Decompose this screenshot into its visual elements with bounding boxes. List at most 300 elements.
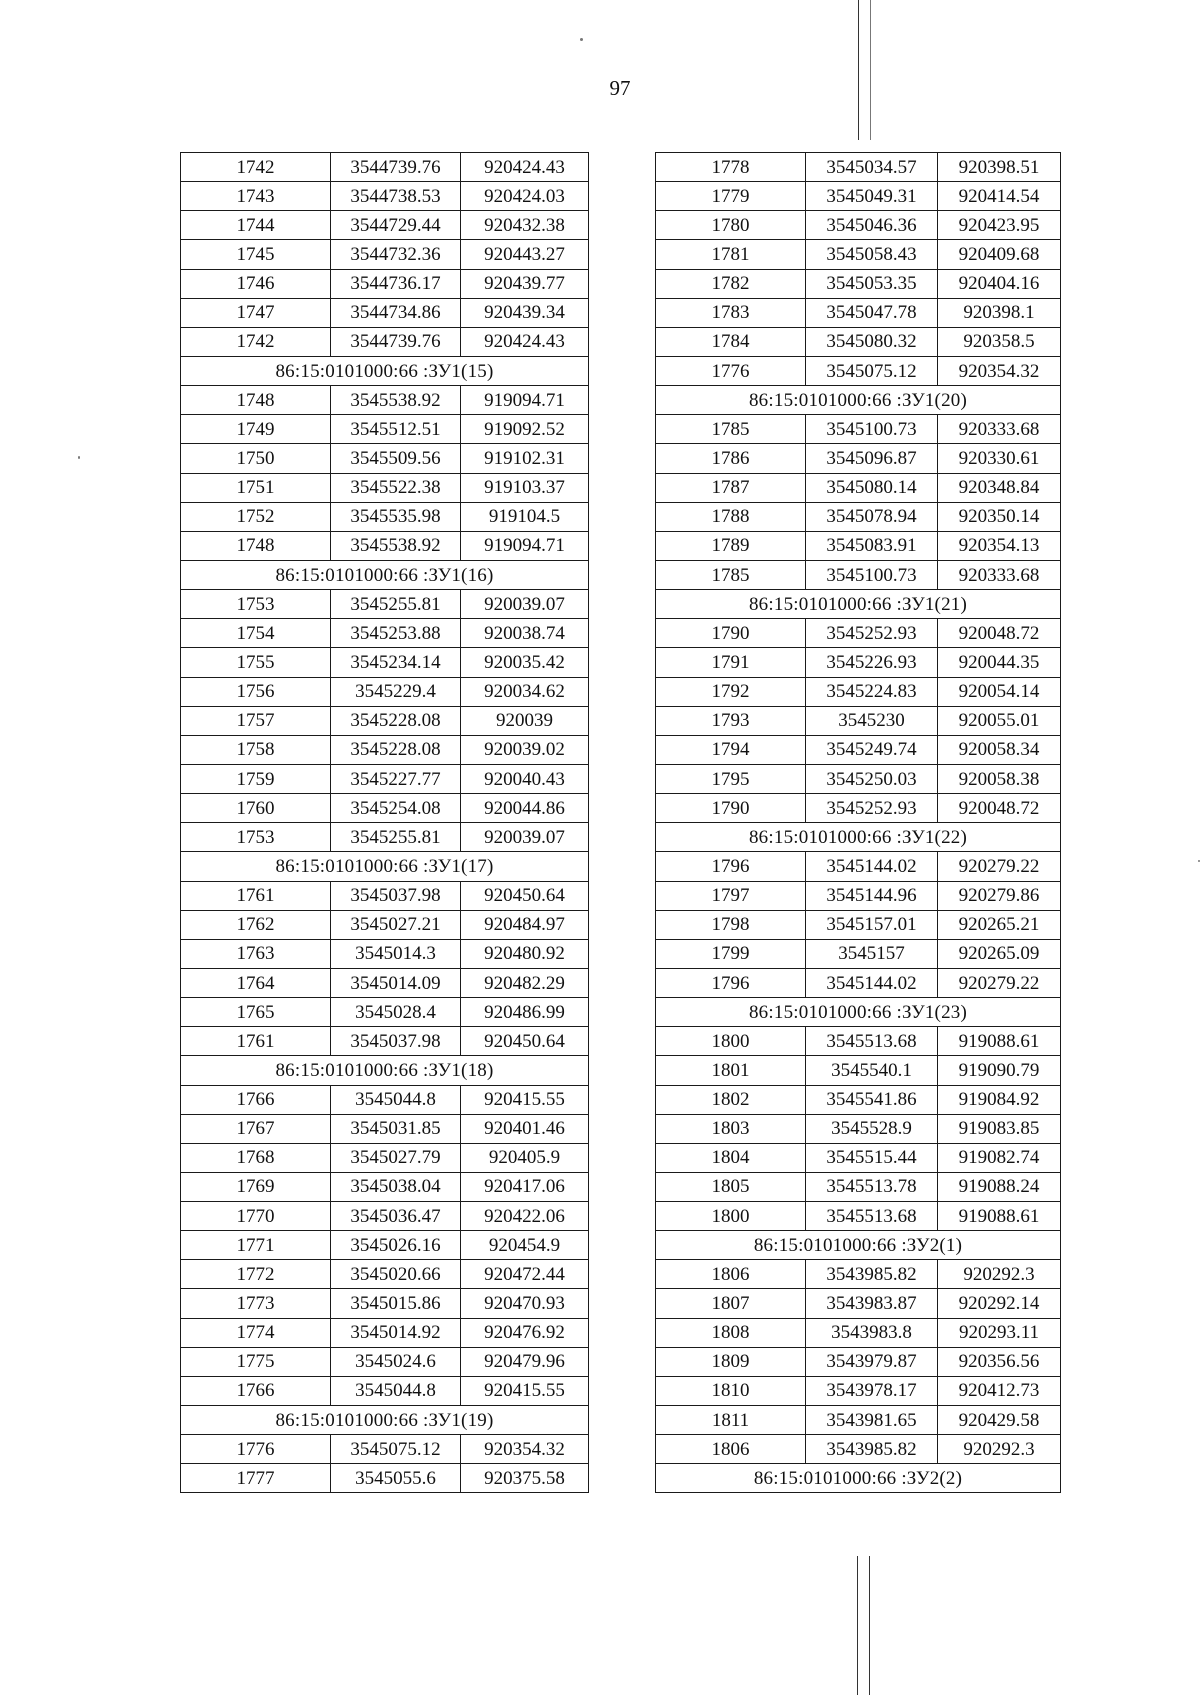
y-coordinate-cell: 920424.03 xyxy=(461,182,589,211)
y-coordinate-cell: 920350.14 xyxy=(938,502,1061,531)
point-number-cell: 1796 xyxy=(656,852,806,881)
table-row xyxy=(181,619,589,648)
x-coordinate-cell: 3545224.83 xyxy=(806,677,938,706)
parcel-header-row xyxy=(181,1056,589,1085)
y-coordinate-cell: 920450.64 xyxy=(461,1027,589,1056)
y-coordinate-cell: 920424.43 xyxy=(461,327,589,356)
x-coordinate-cell: 3545253.88 xyxy=(331,619,461,648)
x-coordinate-cell: 3545058.43 xyxy=(806,240,938,269)
point-number-cell: 1756 xyxy=(181,677,331,706)
table-row xyxy=(181,968,589,997)
x-coordinate-cell: 3545515.44 xyxy=(806,1143,938,1172)
point-number-cell: 1765 xyxy=(181,998,331,1027)
x-coordinate-cell: 3545144.02 xyxy=(806,968,938,997)
parcel-id-cell: 86:15:0101000:66 :ЗУ1(17) xyxy=(181,852,589,881)
y-coordinate-cell: 920044.86 xyxy=(461,794,589,823)
y-coordinate-cell: 920058.34 xyxy=(938,735,1061,764)
table-row xyxy=(656,1435,1061,1464)
point-number-cell: 1771 xyxy=(181,1231,331,1260)
parcel-id-cell: 86:15:0101000:66 :ЗУ1(20) xyxy=(656,386,1061,415)
point-number-cell: 1758 xyxy=(181,735,331,764)
table-row xyxy=(656,1027,1061,1056)
table-row xyxy=(656,648,1061,677)
y-coordinate-cell: 920415.55 xyxy=(461,1376,589,1405)
point-number-cell: 1794 xyxy=(656,735,806,764)
table-row xyxy=(181,823,589,852)
point-number-cell: 1772 xyxy=(181,1260,331,1289)
table-row xyxy=(181,1464,589,1493)
x-coordinate-cell: 3545512.51 xyxy=(331,415,461,444)
x-coordinate-cell: 3545249.74 xyxy=(806,735,938,764)
y-coordinate-cell: 920348.84 xyxy=(938,473,1061,502)
table-row xyxy=(656,881,1061,910)
table-row xyxy=(656,269,1061,298)
point-number-cell: 1803 xyxy=(656,1114,806,1143)
parcel-header-row xyxy=(656,590,1061,619)
table-row xyxy=(656,1114,1061,1143)
x-coordinate-cell: 3545226.93 xyxy=(806,648,938,677)
point-number-cell: 1759 xyxy=(181,764,331,793)
y-coordinate-cell: 920405.9 xyxy=(461,1143,589,1172)
x-coordinate-cell: 3545157 xyxy=(806,939,938,968)
parcel-header-row xyxy=(181,852,589,881)
x-coordinate-cell: 3545100.73 xyxy=(806,560,938,589)
y-coordinate-cell: 920330.61 xyxy=(938,444,1061,473)
table-row xyxy=(656,356,1061,385)
y-coordinate-cell: 920333.68 xyxy=(938,560,1061,589)
point-number-cell: 1811 xyxy=(656,1406,806,1435)
y-coordinate-cell: 920058.38 xyxy=(938,764,1061,793)
parcel-header-row xyxy=(181,356,589,385)
point-number-cell: 1790 xyxy=(656,619,806,648)
point-number-cell: 1796 xyxy=(656,968,806,997)
parcel-header-row xyxy=(656,823,1061,852)
table-row xyxy=(181,1347,589,1376)
table-row xyxy=(181,269,589,298)
parcel-header-row xyxy=(181,1406,589,1435)
x-coordinate-cell: 3544729.44 xyxy=(331,211,461,240)
table-row xyxy=(656,444,1061,473)
x-coordinate-cell: 3545255.81 xyxy=(331,823,461,852)
parcel-id-cell: 86:15:0101000:66 :ЗУ1(18) xyxy=(181,1056,589,1085)
x-coordinate-cell: 3545144.02 xyxy=(806,852,938,881)
table-row xyxy=(656,852,1061,881)
x-coordinate-cell: 3545014.92 xyxy=(331,1318,461,1347)
table-row xyxy=(656,1376,1061,1405)
x-coordinate-cell: 3545250.03 xyxy=(806,764,938,793)
point-number-cell: 1793 xyxy=(656,706,806,735)
table-row xyxy=(181,910,589,939)
y-coordinate-cell: 920412.73 xyxy=(938,1376,1061,1405)
y-coordinate-cell: 920054.14 xyxy=(938,677,1061,706)
point-number-cell: 1799 xyxy=(656,939,806,968)
table-row xyxy=(656,1289,1061,1318)
y-coordinate-cell: 920292.3 xyxy=(938,1260,1061,1289)
table-row xyxy=(656,1172,1061,1201)
point-number-cell: 1753 xyxy=(181,823,331,852)
table-row xyxy=(181,1172,589,1201)
point-number-cell: 1791 xyxy=(656,648,806,677)
x-coordinate-cell: 3543981.65 xyxy=(806,1406,938,1435)
x-coordinate-cell: 3545080.14 xyxy=(806,473,938,502)
parcel-id-cell: 86:15:0101000:66 :ЗУ2(2) xyxy=(656,1464,1061,1493)
x-coordinate-cell: 3543983.87 xyxy=(806,1289,938,1318)
point-number-cell: 1760 xyxy=(181,794,331,823)
point-number-cell: 1809 xyxy=(656,1347,806,1376)
y-coordinate-cell: 920415.55 xyxy=(461,1085,589,1114)
point-number-cell: 1797 xyxy=(656,881,806,910)
point-number-cell: 1780 xyxy=(656,211,806,240)
parcel-id-cell: 86:15:0101000:66 :ЗУ1(16) xyxy=(181,560,589,589)
y-coordinate-cell: 919088.24 xyxy=(938,1172,1061,1201)
table-row xyxy=(181,153,589,182)
x-coordinate-cell: 3544732.36 xyxy=(331,240,461,269)
y-coordinate-cell: 920450.64 xyxy=(461,881,589,910)
point-number-cell: 1800 xyxy=(656,1027,806,1056)
point-number-cell: 1785 xyxy=(656,415,806,444)
y-coordinate-cell: 920039 xyxy=(461,706,589,735)
point-number-cell: 1802 xyxy=(656,1085,806,1114)
x-coordinate-cell: 3545254.08 xyxy=(331,794,461,823)
point-number-cell: 1761 xyxy=(181,1027,331,1056)
table-row xyxy=(181,1085,589,1114)
point-number-cell: 1753 xyxy=(181,590,331,619)
x-coordinate-cell: 3543985.82 xyxy=(806,1435,938,1464)
point-number-cell: 1769 xyxy=(181,1172,331,1201)
point-number-cell: 1776 xyxy=(656,356,806,385)
y-coordinate-cell: 920404.16 xyxy=(938,269,1061,298)
y-coordinate-cell: 920039.02 xyxy=(461,735,589,764)
table-row xyxy=(656,910,1061,939)
x-coordinate-cell: 3545053.35 xyxy=(806,269,938,298)
x-coordinate-cell: 3545535.98 xyxy=(331,502,461,531)
x-coordinate-cell: 3545036.47 xyxy=(331,1202,461,1231)
y-coordinate-cell: 920398.51 xyxy=(938,153,1061,182)
point-number-cell: 1751 xyxy=(181,473,331,502)
table-row xyxy=(181,764,589,793)
x-coordinate-cell: 3545026.16 xyxy=(331,1231,461,1260)
point-number-cell: 1742 xyxy=(181,327,331,356)
point-number-cell: 1762 xyxy=(181,910,331,939)
x-coordinate-cell: 3545028.4 xyxy=(331,998,461,1027)
point-number-cell: 1808 xyxy=(656,1318,806,1347)
y-coordinate-cell: 920055.01 xyxy=(938,706,1061,735)
y-coordinate-cell: 920375.58 xyxy=(461,1464,589,1493)
x-coordinate-cell: 3543979.87 xyxy=(806,1347,938,1376)
y-coordinate-cell: 920422.06 xyxy=(461,1202,589,1231)
table-row xyxy=(656,968,1061,997)
point-number-cell: 1792 xyxy=(656,677,806,706)
table-row xyxy=(181,998,589,1027)
y-coordinate-cell: 920038.74 xyxy=(461,619,589,648)
table-row xyxy=(181,1435,589,1464)
x-coordinate-cell: 3543978.17 xyxy=(806,1376,938,1405)
x-coordinate-cell: 3545080.32 xyxy=(806,327,938,356)
point-number-cell: 1781 xyxy=(656,240,806,269)
scan-speck xyxy=(78,456,80,459)
binding-line xyxy=(870,0,871,140)
table-row xyxy=(656,502,1061,531)
y-coordinate-cell: 920044.35 xyxy=(938,648,1061,677)
x-coordinate-cell: 3545540.1 xyxy=(806,1056,938,1085)
parcel-id-cell: 86:15:0101000:66 :ЗУ1(22) xyxy=(656,823,1061,852)
x-coordinate-cell: 3545538.92 xyxy=(331,531,461,560)
y-coordinate-cell: 920292.3 xyxy=(938,1435,1061,1464)
parcel-id-cell: 86:15:0101000:66 :ЗУ1(19) xyxy=(181,1406,589,1435)
y-coordinate-cell: 920358.5 xyxy=(938,327,1061,356)
x-coordinate-cell: 3545230 xyxy=(806,706,938,735)
table-row xyxy=(181,794,589,823)
y-coordinate-cell: 920398.1 xyxy=(938,298,1061,327)
x-coordinate-cell: 3543985.82 xyxy=(806,1260,938,1289)
x-coordinate-cell: 3545024.6 xyxy=(331,1347,461,1376)
point-number-cell: 1788 xyxy=(656,502,806,531)
point-number-cell: 1757 xyxy=(181,706,331,735)
point-number-cell: 1784 xyxy=(656,327,806,356)
point-number-cell: 1747 xyxy=(181,298,331,327)
y-coordinate-cell: 920401.46 xyxy=(461,1114,589,1143)
x-coordinate-cell: 3545228.08 xyxy=(331,706,461,735)
table-row xyxy=(181,677,589,706)
y-coordinate-cell: 920354.32 xyxy=(461,1435,589,1464)
point-number-cell: 1806 xyxy=(656,1435,806,1464)
y-coordinate-cell: 920265.09 xyxy=(938,939,1061,968)
point-number-cell: 1804 xyxy=(656,1143,806,1172)
y-coordinate-cell: 920279.86 xyxy=(938,881,1061,910)
table-row xyxy=(181,327,589,356)
y-coordinate-cell: 920423.95 xyxy=(938,211,1061,240)
left-coordinate-table xyxy=(180,152,589,1493)
table-row xyxy=(656,735,1061,764)
x-coordinate-cell: 3544738.53 xyxy=(331,182,461,211)
x-coordinate-cell: 3545513.78 xyxy=(806,1172,938,1201)
table-row xyxy=(181,386,589,415)
table-row xyxy=(181,298,589,327)
x-coordinate-cell: 3545509.56 xyxy=(331,444,461,473)
y-coordinate-cell: 920040.43 xyxy=(461,764,589,793)
x-coordinate-cell: 3545528.9 xyxy=(806,1114,938,1143)
table-row xyxy=(656,764,1061,793)
table-row xyxy=(656,1056,1061,1085)
point-number-cell: 1800 xyxy=(656,1202,806,1231)
table-row xyxy=(181,881,589,910)
point-number-cell: 1748 xyxy=(181,531,331,560)
table-row xyxy=(656,153,1061,182)
table-row xyxy=(656,531,1061,560)
x-coordinate-cell: 3544736.17 xyxy=(331,269,461,298)
point-number-cell: 1750 xyxy=(181,444,331,473)
y-coordinate-cell: 919103.37 xyxy=(461,473,589,502)
x-coordinate-cell: 3545157.01 xyxy=(806,910,938,939)
point-number-cell: 1785 xyxy=(656,560,806,589)
table-row xyxy=(656,473,1061,502)
table-row xyxy=(181,1143,589,1172)
parcel-header-row xyxy=(656,998,1061,1027)
point-number-cell: 1745 xyxy=(181,240,331,269)
y-coordinate-cell: 920479.96 xyxy=(461,1347,589,1376)
x-coordinate-cell: 3545031.85 xyxy=(331,1114,461,1143)
y-coordinate-cell: 919090.79 xyxy=(938,1056,1061,1085)
point-number-cell: 1774 xyxy=(181,1318,331,1347)
point-number-cell: 1766 xyxy=(181,1376,331,1405)
y-coordinate-cell: 920409.68 xyxy=(938,240,1061,269)
y-coordinate-cell: 920039.07 xyxy=(461,590,589,619)
point-number-cell: 1748 xyxy=(181,386,331,415)
x-coordinate-cell: 3545096.87 xyxy=(806,444,938,473)
parcel-id-cell: 86:15:0101000:66 :ЗУ1(21) xyxy=(656,590,1061,619)
x-coordinate-cell: 3545044.8 xyxy=(331,1376,461,1405)
x-coordinate-cell: 3545522.38 xyxy=(331,473,461,502)
x-coordinate-cell: 3545252.93 xyxy=(806,794,938,823)
y-coordinate-cell: 920472.44 xyxy=(461,1260,589,1289)
parcel-id-cell: 86:15:0101000:66 :ЗУ2(1) xyxy=(656,1231,1061,1260)
x-coordinate-cell: 3545027.21 xyxy=(331,910,461,939)
x-coordinate-cell: 3545038.04 xyxy=(331,1172,461,1201)
point-number-cell: 1810 xyxy=(656,1376,806,1405)
x-coordinate-cell: 3544734.86 xyxy=(331,298,461,327)
table-row xyxy=(656,560,1061,589)
table-row xyxy=(181,444,589,473)
y-coordinate-cell: 920476.92 xyxy=(461,1318,589,1347)
x-coordinate-cell: 3544739.76 xyxy=(331,153,461,182)
page-number: 97 xyxy=(609,76,631,100)
x-coordinate-cell: 3545046.36 xyxy=(806,211,938,240)
y-coordinate-cell: 920293.11 xyxy=(938,1318,1061,1347)
point-number-cell: 1783 xyxy=(656,298,806,327)
point-number-cell: 1764 xyxy=(181,968,331,997)
x-coordinate-cell: 3545100.73 xyxy=(806,415,938,444)
table-row xyxy=(181,648,589,677)
x-coordinate-cell: 3545049.31 xyxy=(806,182,938,211)
table-row xyxy=(181,1318,589,1347)
point-number-cell: 1743 xyxy=(181,182,331,211)
point-number-cell: 1807 xyxy=(656,1289,806,1318)
parcel-id-cell: 86:15:0101000:66 :ЗУ1(23) xyxy=(656,998,1061,1027)
point-number-cell: 1801 xyxy=(656,1056,806,1085)
point-number-cell: 1787 xyxy=(656,473,806,502)
table-row xyxy=(181,590,589,619)
table-row xyxy=(181,415,589,444)
x-coordinate-cell: 3545047.78 xyxy=(806,298,938,327)
x-coordinate-cell: 3545513.68 xyxy=(806,1202,938,1231)
table-row xyxy=(656,1143,1061,1172)
x-coordinate-cell: 3545015.86 xyxy=(331,1289,461,1318)
binding-line xyxy=(857,1556,858,1695)
point-number-cell: 1744 xyxy=(181,211,331,240)
y-coordinate-cell: 919088.61 xyxy=(938,1027,1061,1056)
y-coordinate-cell: 919082.74 xyxy=(938,1143,1061,1172)
table-row xyxy=(181,939,589,968)
y-coordinate-cell: 920432.38 xyxy=(461,211,589,240)
y-coordinate-cell: 919094.71 xyxy=(461,386,589,415)
y-coordinate-cell: 920048.72 xyxy=(938,619,1061,648)
point-number-cell: 1795 xyxy=(656,764,806,793)
point-number-cell: 1790 xyxy=(656,794,806,823)
y-coordinate-cell: 920279.22 xyxy=(938,852,1061,881)
table-row xyxy=(181,1114,589,1143)
x-coordinate-cell: 3545144.96 xyxy=(806,881,938,910)
y-coordinate-cell: 919084.92 xyxy=(938,1085,1061,1114)
x-coordinate-cell: 3545055.6 xyxy=(331,1464,461,1493)
x-coordinate-cell: 3545037.98 xyxy=(331,881,461,910)
table-row xyxy=(181,240,589,269)
table-row xyxy=(656,1202,1061,1231)
point-number-cell: 1786 xyxy=(656,444,806,473)
table-row xyxy=(656,706,1061,735)
parcel-header-row xyxy=(181,560,589,589)
table-row xyxy=(656,1318,1061,1347)
y-coordinate-cell: 920443.27 xyxy=(461,240,589,269)
point-number-cell: 1789 xyxy=(656,531,806,560)
table-row xyxy=(181,502,589,531)
x-coordinate-cell: 3545037.98 xyxy=(331,1027,461,1056)
y-coordinate-cell: 919102.31 xyxy=(461,444,589,473)
x-coordinate-cell: 3545228.08 xyxy=(331,735,461,764)
y-coordinate-cell: 920429.58 xyxy=(938,1406,1061,1435)
point-number-cell: 1770 xyxy=(181,1202,331,1231)
table-row xyxy=(656,1260,1061,1289)
y-coordinate-cell: 920354.13 xyxy=(938,531,1061,560)
x-coordinate-cell: 3545014.3 xyxy=(331,939,461,968)
y-coordinate-cell: 920414.54 xyxy=(938,182,1061,211)
y-coordinate-cell: 920439.77 xyxy=(461,269,589,298)
y-coordinate-cell: 919104.5 xyxy=(461,502,589,531)
point-number-cell: 1782 xyxy=(656,269,806,298)
point-number-cell: 1806 xyxy=(656,1260,806,1289)
table-row xyxy=(656,677,1061,706)
x-coordinate-cell: 3545513.68 xyxy=(806,1027,938,1056)
point-number-cell: 1749 xyxy=(181,415,331,444)
x-coordinate-cell: 3545044.8 xyxy=(331,1085,461,1114)
y-coordinate-cell: 919083.85 xyxy=(938,1114,1061,1143)
table-row xyxy=(181,531,589,560)
point-number-cell: 1805 xyxy=(656,1172,806,1201)
point-number-cell: 1768 xyxy=(181,1143,331,1172)
table-row xyxy=(656,327,1061,356)
table-row xyxy=(181,1231,589,1260)
right-coordinate-table xyxy=(655,152,1061,1493)
x-coordinate-cell: 3544739.76 xyxy=(331,327,461,356)
y-coordinate-cell: 920265.21 xyxy=(938,910,1061,939)
point-number-cell: 1766 xyxy=(181,1085,331,1114)
x-coordinate-cell: 3545014.09 xyxy=(331,968,461,997)
y-coordinate-cell: 920480.92 xyxy=(461,939,589,968)
x-coordinate-cell: 3545538.92 xyxy=(331,386,461,415)
y-coordinate-cell: 920439.34 xyxy=(461,298,589,327)
y-coordinate-cell: 920292.14 xyxy=(938,1289,1061,1318)
point-number-cell: 1778 xyxy=(656,153,806,182)
table-row xyxy=(656,240,1061,269)
y-coordinate-cell: 920333.68 xyxy=(938,415,1061,444)
x-coordinate-cell: 3545083.91 xyxy=(806,531,938,560)
y-coordinate-cell: 920482.29 xyxy=(461,968,589,997)
x-coordinate-cell: 3545075.12 xyxy=(331,1435,461,1464)
table-row xyxy=(181,1027,589,1056)
table-row xyxy=(181,735,589,764)
table-row xyxy=(181,1376,589,1405)
point-number-cell: 1752 xyxy=(181,502,331,531)
x-coordinate-cell: 3543983.8 xyxy=(806,1318,938,1347)
x-coordinate-cell: 3545255.81 xyxy=(331,590,461,619)
scan-speck xyxy=(580,38,583,41)
parcel-header-row xyxy=(656,386,1061,415)
table-row xyxy=(656,415,1061,444)
table-row xyxy=(656,1347,1061,1376)
point-number-cell: 1777 xyxy=(181,1464,331,1493)
point-number-cell: 1761 xyxy=(181,881,331,910)
x-coordinate-cell: 3545078.94 xyxy=(806,502,938,531)
table-row xyxy=(181,211,589,240)
